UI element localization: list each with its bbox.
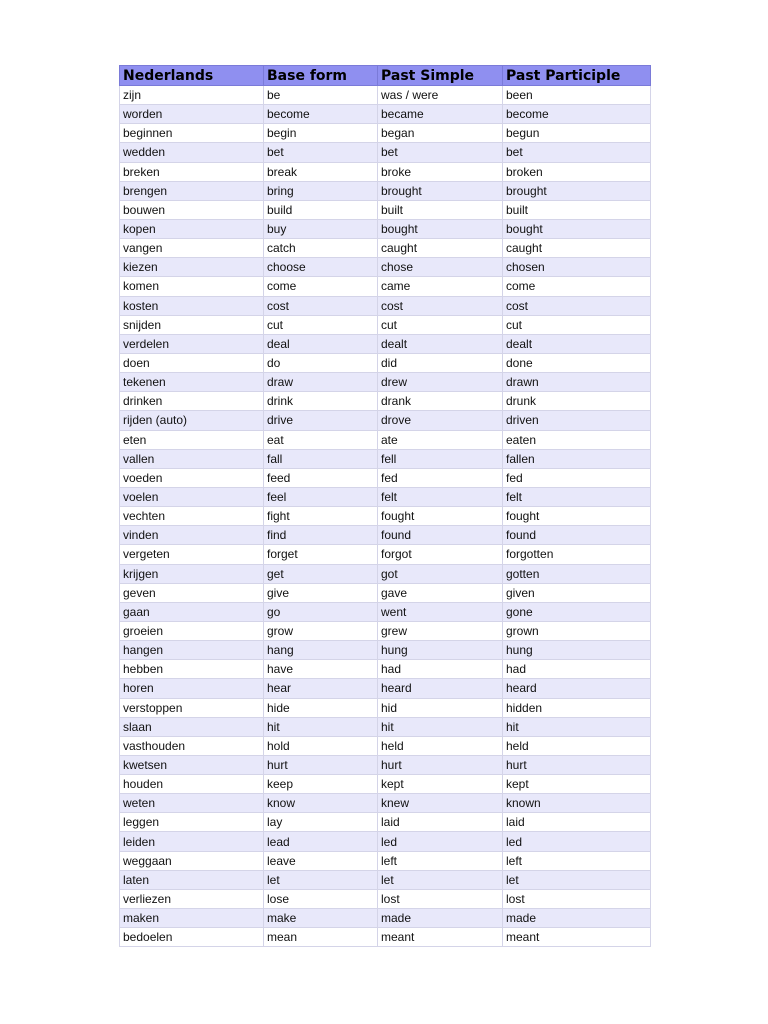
cell-past-simple: cut (378, 315, 503, 334)
cell-past-participle: caught (503, 239, 651, 258)
table-row (120, 373, 651, 392)
cell-base-form: hold (264, 736, 378, 755)
cell-past-simple: fell (378, 449, 503, 468)
cell-past-participle: dealt (503, 334, 651, 353)
cell-nederlands: zijn (120, 86, 264, 105)
cell-past-participle: gotten (503, 564, 651, 583)
header-base-form: Base form (264, 66, 378, 86)
cell-nederlands: eten (120, 430, 264, 449)
table-row (120, 641, 651, 660)
table-row (120, 755, 651, 774)
cell-past-simple: knew (378, 794, 503, 813)
cell-nederlands: verliezen (120, 889, 264, 908)
cell-past-simple: held (378, 736, 503, 755)
table-row (120, 277, 651, 296)
cell-nederlands: beginnen (120, 124, 264, 143)
cell-nederlands: weggaan (120, 851, 264, 870)
cell-past-simple: led (378, 832, 503, 851)
table-row (120, 162, 651, 181)
table-row (120, 449, 651, 468)
cell-nederlands: vasthouden (120, 736, 264, 755)
cell-nederlands: vergeten (120, 545, 264, 564)
cell-past-simple: had (378, 660, 503, 679)
cell-past-simple: was / were (378, 86, 503, 105)
cell-nederlands: groeien (120, 621, 264, 640)
table-row (120, 200, 651, 219)
header-row (120, 66, 651, 86)
cell-base-form: come (264, 277, 378, 296)
table-row (120, 583, 651, 602)
table-row (120, 813, 651, 832)
cell-base-form: do (264, 353, 378, 372)
table-row (120, 889, 651, 908)
cell-past-participle: led (503, 832, 651, 851)
table-row (120, 487, 651, 506)
cell-past-simple: hung (378, 641, 503, 660)
cell-past-participle: held (503, 736, 651, 755)
table-row (120, 717, 651, 736)
cell-past-simple: brought (378, 181, 503, 200)
table-row (120, 430, 651, 449)
table-row (120, 794, 651, 813)
cell-base-form: buy (264, 219, 378, 238)
cell-past-simple: let (378, 870, 503, 889)
cell-base-form: grow (264, 621, 378, 640)
cell-base-form: choose (264, 258, 378, 277)
cell-nederlands: leiden (120, 832, 264, 851)
cell-past-participle: meant (503, 928, 651, 947)
cell-nederlands: komen (120, 277, 264, 296)
cell-nederlands: weten (120, 794, 264, 813)
cell-past-participle: drawn (503, 373, 651, 392)
header-past-participle: Past Participle (503, 66, 651, 86)
cell-base-form: let (264, 870, 378, 889)
cell-nederlands: worden (120, 105, 264, 124)
cell-past-simple: became (378, 105, 503, 124)
cell-past-participle: become (503, 105, 651, 124)
cell-past-simple: caught (378, 239, 503, 258)
cell-past-simple: gave (378, 583, 503, 602)
cell-base-form: mean (264, 928, 378, 947)
table-row (120, 679, 651, 698)
cell-past-participle: heard (503, 679, 651, 698)
cell-past-simple: fed (378, 468, 503, 487)
cell-base-form: drive (264, 411, 378, 430)
table-row (120, 315, 651, 334)
cell-base-form: leave (264, 851, 378, 870)
cell-past-simple: left (378, 851, 503, 870)
cell-past-simple: did (378, 353, 503, 372)
table-row (120, 660, 651, 679)
cell-nederlands: kosten (120, 296, 264, 315)
header-past-simple: Past Simple (378, 66, 503, 86)
table-row (120, 219, 651, 238)
cell-nederlands: voeden (120, 468, 264, 487)
table-row (120, 545, 651, 564)
table-row (120, 296, 651, 315)
cell-past-simple: built (378, 200, 503, 219)
table-row (120, 698, 651, 717)
cell-base-form: be (264, 86, 378, 105)
cell-nederlands: gaan (120, 602, 264, 621)
cell-past-simple: ate (378, 430, 503, 449)
cell-past-simple: made (378, 909, 503, 928)
cell-base-form: give (264, 583, 378, 602)
cell-past-simple: got (378, 564, 503, 583)
cell-nederlands: breken (120, 162, 264, 181)
cell-past-simple: meant (378, 928, 503, 947)
cell-past-participle: hung (503, 641, 651, 660)
table-row (120, 775, 651, 794)
table-row (120, 736, 651, 755)
cell-past-simple: drove (378, 411, 503, 430)
cell-past-participle: let (503, 870, 651, 889)
cell-base-form: bring (264, 181, 378, 200)
cell-base-form: fight (264, 507, 378, 526)
cell-past-participle: bought (503, 219, 651, 238)
cell-past-simple: dealt (378, 334, 503, 353)
table-row (120, 334, 651, 353)
cell-past-participle: bet (503, 143, 651, 162)
cell-past-participle: lost (503, 889, 651, 908)
cell-base-form: deal (264, 334, 378, 353)
cell-past-participle: chosen (503, 258, 651, 277)
cell-past-participle: felt (503, 487, 651, 506)
cell-nederlands: vallen (120, 449, 264, 468)
cell-past-participle: hidden (503, 698, 651, 717)
cell-nederlands: geven (120, 583, 264, 602)
cell-past-participle: eaten (503, 430, 651, 449)
cell-base-form: know (264, 794, 378, 813)
cell-base-form: begin (264, 124, 378, 143)
cell-nederlands: drinken (120, 392, 264, 411)
cell-nederlands: hebben (120, 660, 264, 679)
cell-base-form: break (264, 162, 378, 181)
cell-past-participle: kept (503, 775, 651, 794)
table-body (120, 86, 651, 947)
cell-nederlands: verstoppen (120, 698, 264, 717)
cell-nederlands: krijgen (120, 564, 264, 583)
cell-nederlands: kopen (120, 219, 264, 238)
cell-base-form: hide (264, 698, 378, 717)
cell-base-form: bet (264, 143, 378, 162)
table-row (120, 239, 651, 258)
cell-base-form: draw (264, 373, 378, 392)
cell-nederlands: bedoelen (120, 928, 264, 947)
cell-past-participle: come (503, 277, 651, 296)
cell-past-participle: had (503, 660, 651, 679)
cell-base-form: have (264, 660, 378, 679)
cell-nederlands: horen (120, 679, 264, 698)
cell-nederlands: laten (120, 870, 264, 889)
table-row (120, 86, 651, 105)
table-row (120, 124, 651, 143)
cell-base-form: build (264, 200, 378, 219)
cell-base-form: hear (264, 679, 378, 698)
cell-past-participle: driven (503, 411, 651, 430)
cell-past-simple: bet (378, 143, 503, 162)
cell-past-simple: drank (378, 392, 503, 411)
table-row (120, 621, 651, 640)
cell-past-simple: hurt (378, 755, 503, 774)
cell-nederlands: maken (120, 909, 264, 928)
cell-past-participle: begun (503, 124, 651, 143)
cell-past-participle: built (503, 200, 651, 219)
cell-nederlands: kwetsen (120, 755, 264, 774)
cell-nederlands: verdelen (120, 334, 264, 353)
cell-past-simple: chose (378, 258, 503, 277)
cell-base-form: lose (264, 889, 378, 908)
cell-nederlands: bouwen (120, 200, 264, 219)
cell-past-participle: broken (503, 162, 651, 181)
cell-base-form: eat (264, 430, 378, 449)
cell-past-simple: drew (378, 373, 503, 392)
cell-nederlands: kiezen (120, 258, 264, 277)
table-row (120, 353, 651, 372)
cell-nederlands: slaan (120, 717, 264, 736)
cell-past-participle: cost (503, 296, 651, 315)
table-row (120, 602, 651, 621)
header-nederlands: Nederlands (120, 66, 264, 86)
cell-nederlands: doen (120, 353, 264, 372)
cell-base-form: hurt (264, 755, 378, 774)
cell-nederlands: vechten (120, 507, 264, 526)
table-row (120, 468, 651, 487)
cell-base-form: cost (264, 296, 378, 315)
table-row (120, 851, 651, 870)
cell-base-form: lead (264, 832, 378, 851)
cell-base-form: feed (264, 468, 378, 487)
cell-nederlands: houden (120, 775, 264, 794)
table-row (120, 526, 651, 545)
cell-base-form: get (264, 564, 378, 583)
cell-past-participle: been (503, 86, 651, 105)
cell-base-form: fall (264, 449, 378, 468)
cell-past-participle: gone (503, 602, 651, 621)
table-row (120, 105, 651, 124)
cell-past-simple: cost (378, 296, 503, 315)
cell-past-participle: given (503, 583, 651, 602)
table-row (120, 258, 651, 277)
cell-past-simple: came (378, 277, 503, 296)
cell-past-simple: felt (378, 487, 503, 506)
cell-base-form: keep (264, 775, 378, 794)
cell-past-simple: began (378, 124, 503, 143)
cell-past-participle: grown (503, 621, 651, 640)
table-row (120, 832, 651, 851)
table-row (120, 181, 651, 200)
cell-past-participle: left (503, 851, 651, 870)
cell-past-simple: fought (378, 507, 503, 526)
cell-base-form: find (264, 526, 378, 545)
cell-past-simple: hit (378, 717, 503, 736)
cell-past-participle: found (503, 526, 651, 545)
cell-past-simple: found (378, 526, 503, 545)
cell-nederlands: vangen (120, 239, 264, 258)
cell-base-form: feel (264, 487, 378, 506)
table-row (120, 507, 651, 526)
cell-nederlands: leggen (120, 813, 264, 832)
table-row (120, 928, 651, 947)
cell-past-participle: hit (503, 717, 651, 736)
cell-nederlands: rijden (auto) (120, 411, 264, 430)
cell-nederlands: hangen (120, 641, 264, 660)
cell-past-participle: forgotten (503, 545, 651, 564)
cell-past-participle: drunk (503, 392, 651, 411)
cell-nederlands: snijden (120, 315, 264, 334)
cell-past-simple: went (378, 602, 503, 621)
cell-past-simple: broke (378, 162, 503, 181)
cell-past-participle: laid (503, 813, 651, 832)
cell-past-simple: lost (378, 889, 503, 908)
cell-base-form: lay (264, 813, 378, 832)
cell-nederlands: vinden (120, 526, 264, 545)
cell-past-participle: known (503, 794, 651, 813)
cell-base-form: cut (264, 315, 378, 334)
cell-base-form: hang (264, 641, 378, 660)
cell-base-form: forget (264, 545, 378, 564)
cell-nederlands: wedden (120, 143, 264, 162)
cell-past-simple: bought (378, 219, 503, 238)
cell-base-form: make (264, 909, 378, 928)
cell-nederlands: brengen (120, 181, 264, 200)
table-row (120, 411, 651, 430)
cell-past-participle: fallen (503, 449, 651, 468)
table-row (120, 143, 651, 162)
cell-past-participle: done (503, 353, 651, 372)
cell-past-simple: grew (378, 621, 503, 640)
irregular-verbs-table (119, 65, 651, 947)
cell-past-simple: hid (378, 698, 503, 717)
cell-base-form: become (264, 105, 378, 124)
cell-base-form: hit (264, 717, 378, 736)
cell-past-participle: hurt (503, 755, 651, 774)
cell-nederlands: voelen (120, 487, 264, 506)
table-header (120, 66, 651, 86)
cell-past-participle: made (503, 909, 651, 928)
cell-past-participle: fed (503, 468, 651, 487)
cell-base-form: drink (264, 392, 378, 411)
cell-nederlands: tekenen (120, 373, 264, 392)
cell-base-form: go (264, 602, 378, 621)
table-row (120, 870, 651, 889)
cell-past-participle: brought (503, 181, 651, 200)
cell-past-participle: cut (503, 315, 651, 334)
cell-base-form: catch (264, 239, 378, 258)
table-row (120, 392, 651, 411)
table-row (120, 909, 651, 928)
cell-past-participle: fought (503, 507, 651, 526)
cell-past-simple: kept (378, 775, 503, 794)
table-row (120, 564, 651, 583)
cell-past-simple: forgot (378, 545, 503, 564)
cell-past-simple: heard (378, 679, 503, 698)
cell-past-simple: laid (378, 813, 503, 832)
